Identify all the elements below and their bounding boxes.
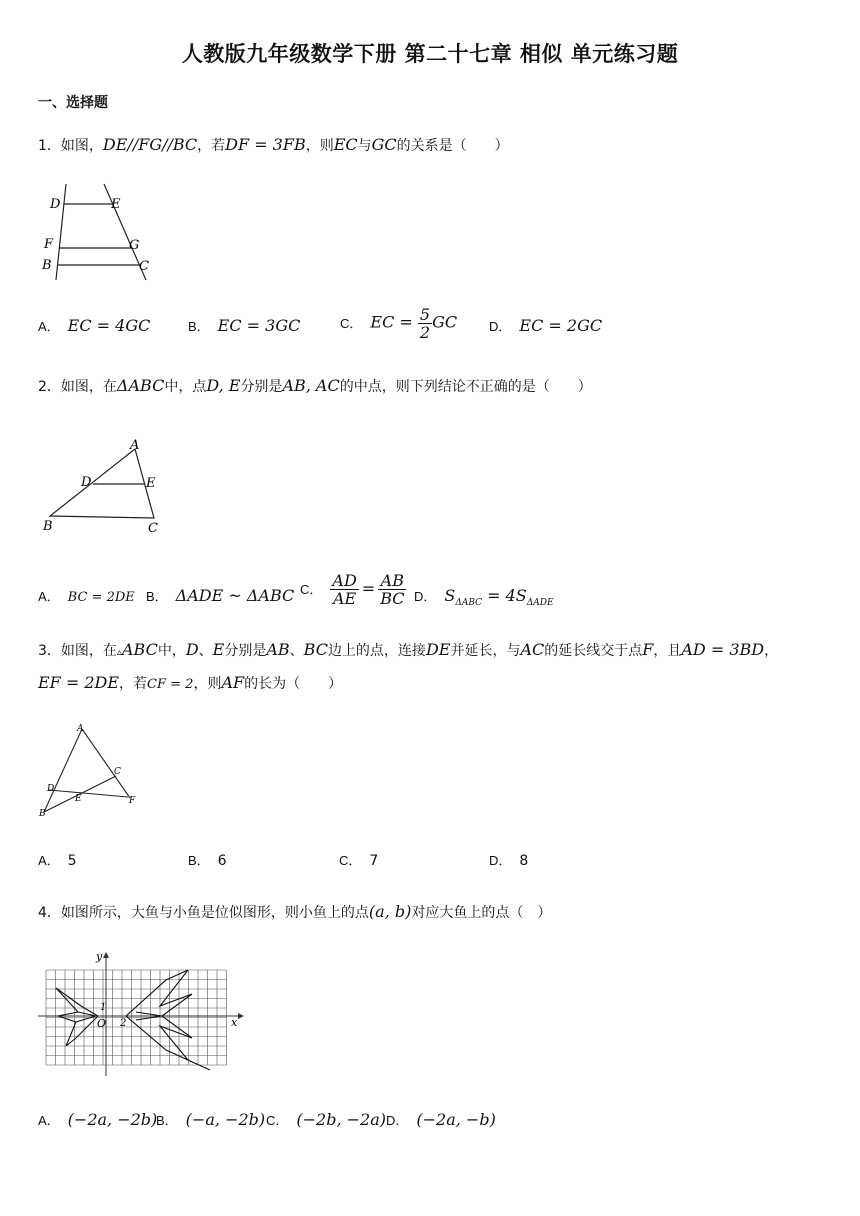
equals-sign: = [361, 578, 376, 598]
stem-text: ，若 [119, 676, 148, 692]
figure-label: D [47, 784, 55, 794]
axis-label-y: y [96, 950, 103, 963]
question-2-options [38, 571, 838, 620]
question-number: 3． [38, 643, 61, 659]
option-b[interactable] [188, 850, 227, 869]
stem-math: BC [303, 640, 328, 659]
figure-label: E [75, 794, 82, 804]
option-c[interactable] [340, 306, 457, 341]
option-label: A． [38, 853, 60, 868]
stem-text: 的中点，则下列结论不正确的是（ ） [339, 379, 592, 395]
stem-text: 对应大鱼上的点（ ） [411, 905, 552, 921]
option-label: B． [188, 853, 210, 868]
origin-label: O [97, 1017, 107, 1030]
stem-text: 如图， [60, 138, 103, 154]
figure-label: F [44, 237, 54, 252]
figure-label: E [111, 197, 121, 212]
figure-label: B [42, 258, 52, 273]
option-subscript: ΔABC [455, 597, 483, 608]
stem-math: (a, b) [368, 902, 412, 921]
option-math: EC = [370, 312, 418, 332]
stem-math: ΔABC [116, 376, 165, 395]
denominator: BC [380, 589, 405, 608]
stem-math: CF = 2 [147, 677, 194, 692]
stem-math: ABC [121, 640, 158, 659]
option-label: C． [300, 581, 323, 597]
option-label: A． [38, 1113, 60, 1128]
stem-text: ，且 [653, 643, 682, 659]
option-a[interactable] [38, 586, 135, 605]
option-label: D． [489, 319, 512, 334]
numerator: AB [378, 572, 406, 590]
option-math: EC = 2GC [519, 316, 603, 335]
option-c[interactable] [266, 1110, 386, 1129]
question-3-options [38, 850, 838, 872]
option-math: (−2a, −b) [416, 1110, 496, 1129]
stem-math: AC [520, 640, 545, 659]
option-a[interactable] [38, 1110, 157, 1129]
figure-label: F [129, 796, 136, 806]
option-label: D． [386, 1113, 409, 1128]
option-text: 8 [519, 853, 529, 869]
option-subscript: ΔADE [526, 597, 554, 608]
page-title: 人教版九年级数学下册 第二十七章 相似 单元练习题 [181, 42, 679, 66]
option-b[interactable] [146, 586, 294, 605]
option-text: 5 [67, 853, 77, 869]
option-d[interactable] [386, 1110, 496, 1129]
question-number: 1． [38, 138, 61, 154]
option-math: S [444, 586, 456, 605]
option-label: A． [38, 319, 60, 334]
tick-label: 1 [100, 1002, 107, 1013]
question-1-stem [38, 134, 509, 157]
option-text: 6 [217, 853, 227, 869]
numerator: 5 [419, 305, 431, 324]
fraction [378, 572, 406, 607]
option-label: D． [414, 589, 437, 604]
denominator: 2 [419, 323, 431, 342]
stem-text: 分别是 [240, 379, 283, 395]
option-math: ΔADE ~ ΔABC [175, 586, 295, 605]
stem-text: 、 [289, 643, 304, 659]
axis-label-x: x [231, 1016, 238, 1029]
question-1-options [38, 305, 838, 350]
option-a[interactable] [38, 850, 77, 869]
figure-label: B [43, 519, 53, 534]
small-fish [56, 988, 98, 1046]
numerator: AD [332, 571, 357, 590]
option-d[interactable] [489, 850, 528, 869]
stem-math: E [212, 640, 225, 659]
stem-math: AB [266, 640, 290, 659]
coordinate-grid [46, 970, 227, 1065]
question-4-figure [38, 950, 248, 1080]
question-4-options [38, 1110, 838, 1138]
question-4-stem [38, 901, 551, 924]
figure-label: A [77, 724, 84, 734]
question-1-figure [38, 180, 168, 285]
triangle-symbol: ▵ [116, 647, 122, 658]
option-label: B． [146, 589, 168, 604]
stem-text: 并延长，与 [450, 643, 521, 659]
question-3-figure [36, 722, 146, 822]
figure-label: D [81, 475, 92, 490]
figure-label: C [114, 767, 121, 777]
figure-label: A [130, 438, 140, 453]
tick-label: 2 [120, 1018, 127, 1029]
stem-text: 分别是 [224, 643, 267, 659]
question-3-stem-line-1 [38, 639, 778, 664]
question-number: 4． [38, 905, 61, 921]
stem-math: F [642, 640, 654, 659]
option-math: (−2b, −2a) [296, 1110, 386, 1129]
option-math: GC [432, 312, 458, 332]
stem-text: ，则 [193, 676, 222, 692]
option-math: = 4S [482, 586, 527, 605]
big-fish [126, 970, 210, 1070]
figure-label: G [129, 238, 140, 253]
option-math: (−a, −2b) [185, 1110, 266, 1129]
stem-text: 中，点 [164, 379, 207, 395]
option-label: B． [156, 1113, 178, 1128]
stem-math: DE//FG//BC [102, 135, 198, 154]
option-label: A． [38, 589, 60, 604]
stem-math: GC [371, 135, 397, 154]
question-2-figure [38, 436, 168, 536]
option-b[interactable] [156, 1110, 265, 1129]
option-a[interactable] [38, 316, 150, 335]
denominator: AE [332, 589, 357, 608]
stem-text: 如图所示，大鱼与小鱼是位似图形，则小鱼上的点 [60, 905, 369, 921]
figure-label: E [146, 476, 156, 491]
question-number: 2． [38, 379, 61, 395]
stem-text: 边上的点，连接 [327, 643, 426, 659]
stem-text: 的关系是（ ） [396, 138, 509, 154]
option-label: C． [339, 853, 362, 868]
figure-label: C [139, 259, 149, 274]
stem-math: EF = 2DE [38, 673, 120, 692]
figure-label: B [39, 809, 46, 819]
option-label: B． [188, 319, 210, 334]
stem-text: 的长为（ ） [244, 676, 343, 692]
stem-text: 、 [198, 643, 213, 659]
option-math: BC = 2DE [67, 590, 135, 605]
option-label: D． [489, 853, 512, 868]
question-2-stem [38, 375, 592, 398]
option-d[interactable] [489, 316, 602, 335]
figure-label: C [148, 521, 158, 536]
option-math: EC = 4GC [67, 316, 151, 335]
option-text: 7 [369, 853, 379, 869]
section-heading: 一、选择题 [38, 95, 108, 111]
option-c[interactable] [300, 572, 406, 607]
figure-label: D [50, 197, 61, 212]
stem-math: AB, AC [282, 376, 340, 395]
stem-math: DE [425, 640, 451, 659]
option-b[interactable] [188, 316, 300, 335]
stem-text: 如图，在 [60, 379, 117, 395]
stem-text: 与 [357, 138, 372, 154]
stem-math: DF = 3FB [225, 135, 306, 154]
stem-math: EC [333, 135, 358, 154]
question-3-stem-line-2 [38, 672, 342, 696]
stem-text: 中， [157, 643, 186, 659]
stem-text: ， [764, 643, 779, 659]
option-label: C． [340, 315, 363, 331]
option-math: (−2a, −2b) [67, 1110, 158, 1129]
stem-math: AD = 3BD [681, 640, 765, 659]
stem-text: ，若 [197, 138, 226, 154]
stem-math: AF [221, 673, 245, 692]
fraction [330, 572, 358, 607]
option-c[interactable] [339, 850, 378, 869]
stem-text: ，则 [305, 138, 334, 154]
stem-text: 的延长线交于点 [544, 643, 643, 659]
fraction [418, 306, 432, 341]
option-d[interactable] [414, 586, 554, 608]
option-math: EC = 3GC [217, 316, 301, 335]
stem-math: D [185, 640, 199, 659]
option-label: C． [266, 1113, 289, 1128]
stem-math: D, E [206, 376, 241, 395]
stem-text: 如图，在 [60, 643, 117, 659]
